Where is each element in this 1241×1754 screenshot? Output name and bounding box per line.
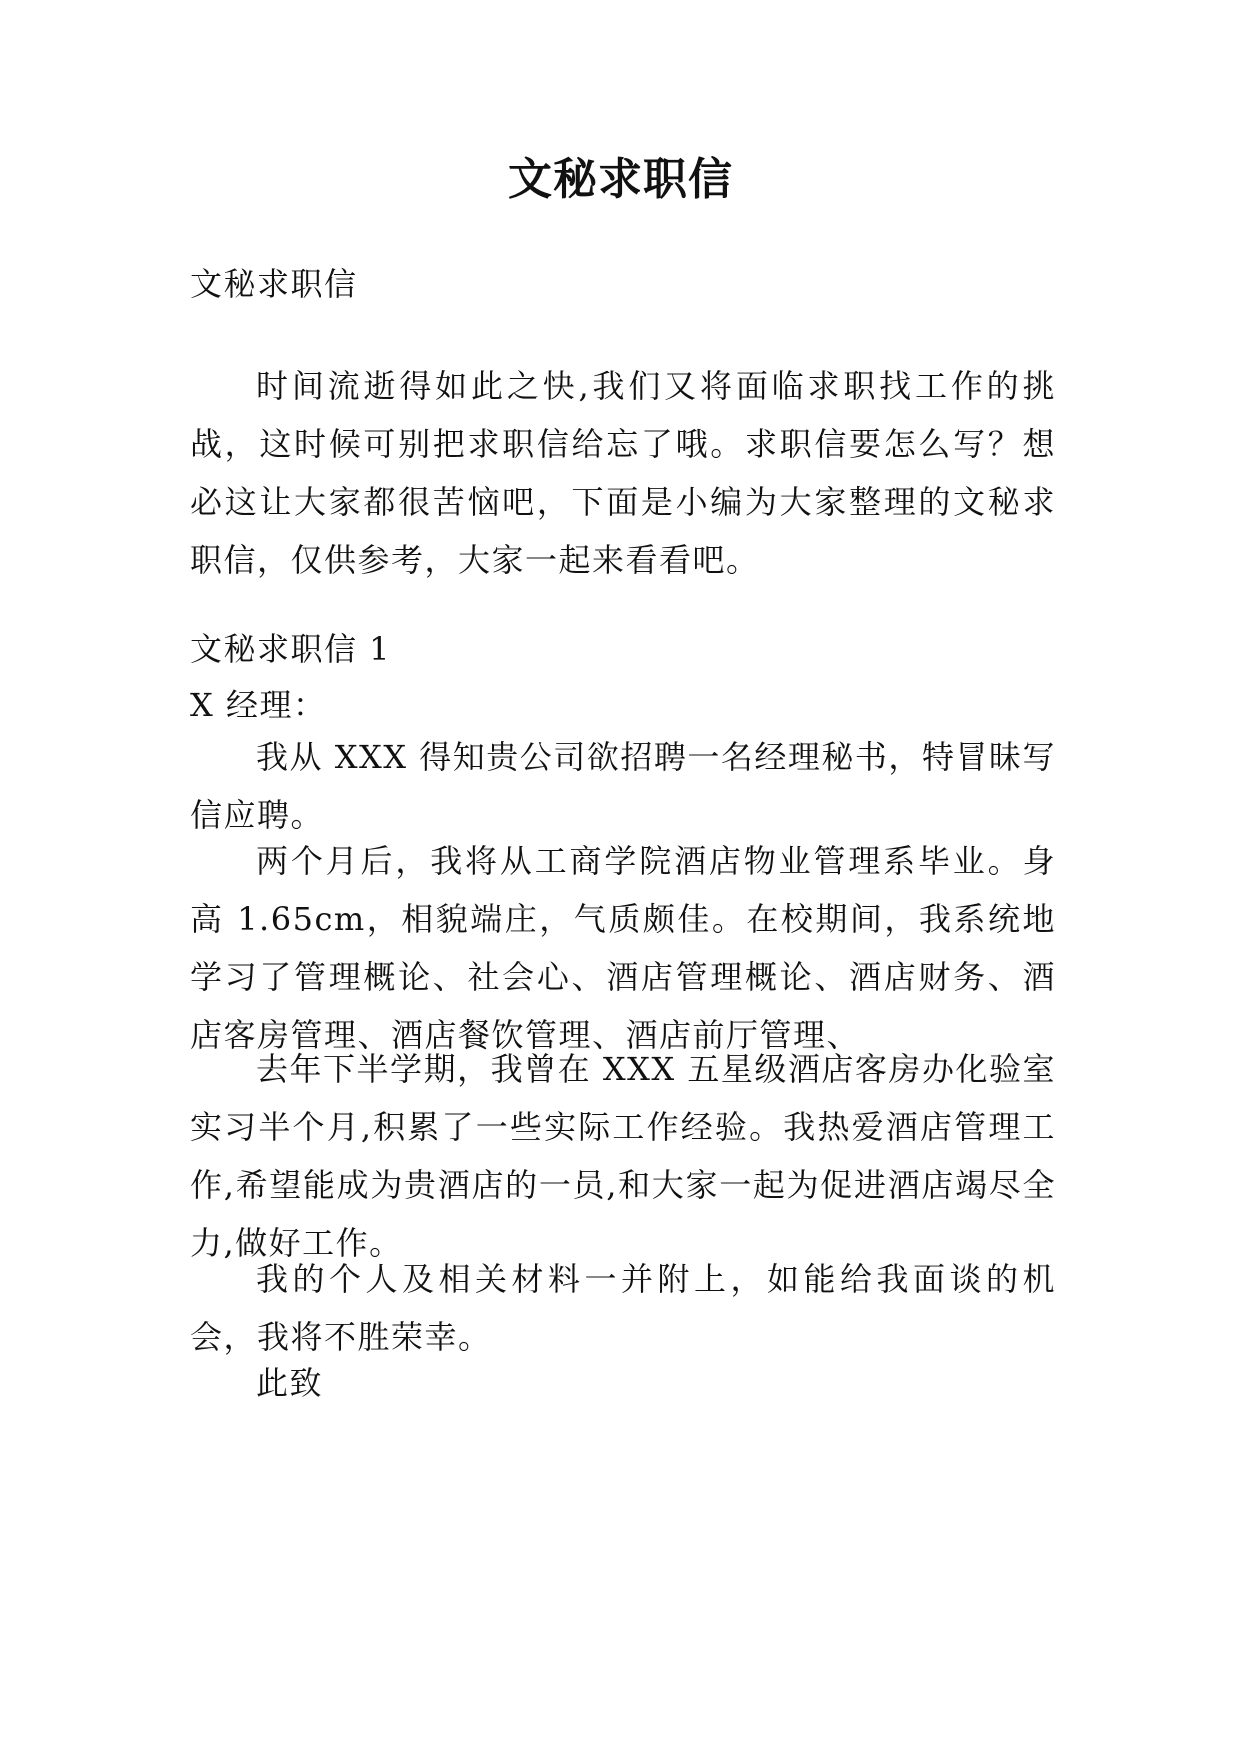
letter-paragraph: 去年下半学期，我曾在 XXX 五星级酒店客房办化验室实习半个月,积累了一些实际工作经验。我热爱酒店管理工作,希望能成为贵酒店的一员,和大家一起为促进酒店竭尽全力,做好工作。	[190, 1050, 1056, 1262]
letter-paragraph: 我的个人及相关材料一并附上，如能给我面谈的机会，我将不胜荣幸。	[190, 1260, 1056, 1356]
intro-paragraph: 时间流逝得如此之快,我们又将面临求职找工作的挑战，这时候可别把求职信给忘了哦。求职信要怎么写？想必这让大家都很苦恼吧，下面是小编为大家整理的文秘求职信，仅供参考，大家一起来看看吧。	[190, 367, 1056, 579]
document-subtitle: 文秘求职信	[190, 265, 358, 303]
letter-paragraph: 我从 XXX 得知贵公司欲招聘一名经理秘书，特冒昧写信应聘。	[190, 738, 1056, 834]
document-title: 文秘求职信	[508, 154, 733, 205]
letter-paragraph: 两个月后，我将从工商学院酒店物业管理系毕业。身高 1.65cm，相貌端庄，气质颇佳。在校期间，我系统地学习了管理概论、社会心、酒店管理概论、酒店财务、酒店客房管理、酒店餐饮管理、酒店前厅管理、	[190, 842, 1056, 1054]
letter-salutation: X 经理：	[190, 686, 327, 724]
letter-heading: 文秘求职信 1	[190, 630, 392, 668]
letter-closing: 此致	[256, 1364, 324, 1402]
